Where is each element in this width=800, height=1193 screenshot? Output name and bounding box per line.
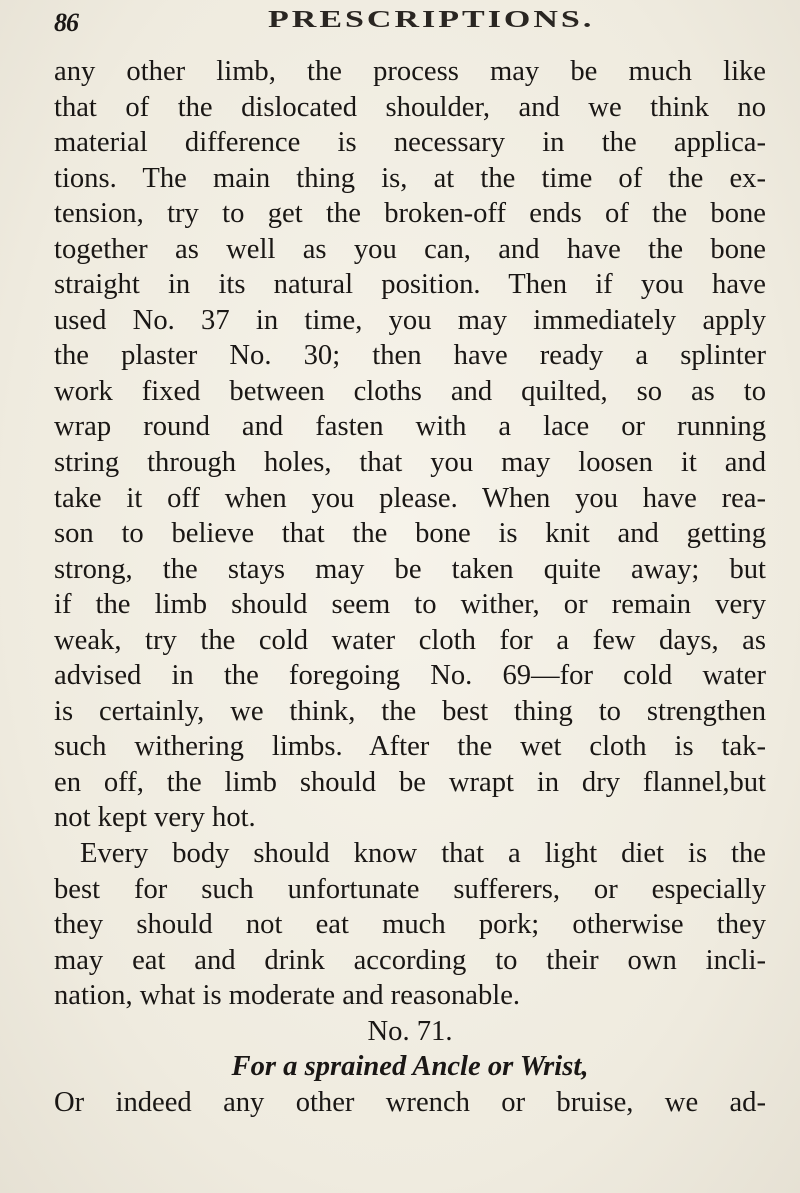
text-line: any other limb, the process may be much like xyxy=(54,56,766,87)
text-line: Or indeed any other wrench or bruise, we ad- xyxy=(54,1086,766,1118)
text-line: strong, the stays may be taken quite away; but xyxy=(54,553,766,585)
text-line: such withering limbs. After the wet cloth is tak- xyxy=(54,731,766,763)
text-line: nation, what is moderate and reasonable. xyxy=(54,980,521,1012)
text-line: that of the dislocated shoulder, and we think no xyxy=(54,91,766,123)
text-line: straight in its natural position. Then if you have xyxy=(54,269,766,301)
text-line: work fixed between cloths and quilted, so as to xyxy=(54,375,766,407)
text-line: together as well as you can, and have the bone xyxy=(54,233,766,265)
text-line: advised in the foregoing No. 69—for cold water xyxy=(54,660,766,692)
text-line: they should not eat much pork; otherwise they xyxy=(54,909,766,941)
text-line: best for such unfortunate sufferers, or especially xyxy=(54,873,766,905)
text-line: material difference is necessary in the applica- xyxy=(54,127,766,159)
page-number: 86 xyxy=(54,8,78,37)
text-line: take it off when you please. When you have rea- xyxy=(54,482,766,514)
text-line: may eat and drink according to their own incli- xyxy=(54,944,766,976)
running-head: PRESCRIPTIONS. xyxy=(268,6,595,33)
text-line: Every body should know that a light diet is the xyxy=(80,838,766,870)
text-line: weak, try the cold water cloth for a few days, as xyxy=(54,624,766,656)
section-number: No. 71. xyxy=(367,1015,453,1047)
paragraph-2 xyxy=(54,836,766,1014)
paragraph-1 xyxy=(54,54,766,836)
text-line: not kept very hot. xyxy=(54,802,256,834)
section-title: For a sprained Ancle or Wrist, xyxy=(231,1051,589,1083)
text-line: string through holes, that you may loosen it and xyxy=(54,447,766,479)
text-line: tions. The main thing is, at the time of the ex- xyxy=(54,162,766,194)
body-text xyxy=(54,54,766,1120)
text-line: en off, the limb should be wrapt in dry flannel,but xyxy=(54,766,766,798)
text-line: tension, try to get the broken-off ends of the bone xyxy=(54,198,766,230)
text-line: son to believe that the bone is knit and getting xyxy=(54,518,766,550)
text-line: wrap round and fasten with a lace or running xyxy=(54,411,766,443)
text-line: the plaster No. 30; then have ready a splinter xyxy=(54,340,766,372)
text-line: used No. 37 in time, you may immediately apply xyxy=(54,304,766,336)
text-line: is certainly, we think, the best thing to strengthen xyxy=(54,695,766,727)
page-header xyxy=(40,6,760,56)
text-line: if the limb should seem to wither, or remain very xyxy=(54,589,766,621)
